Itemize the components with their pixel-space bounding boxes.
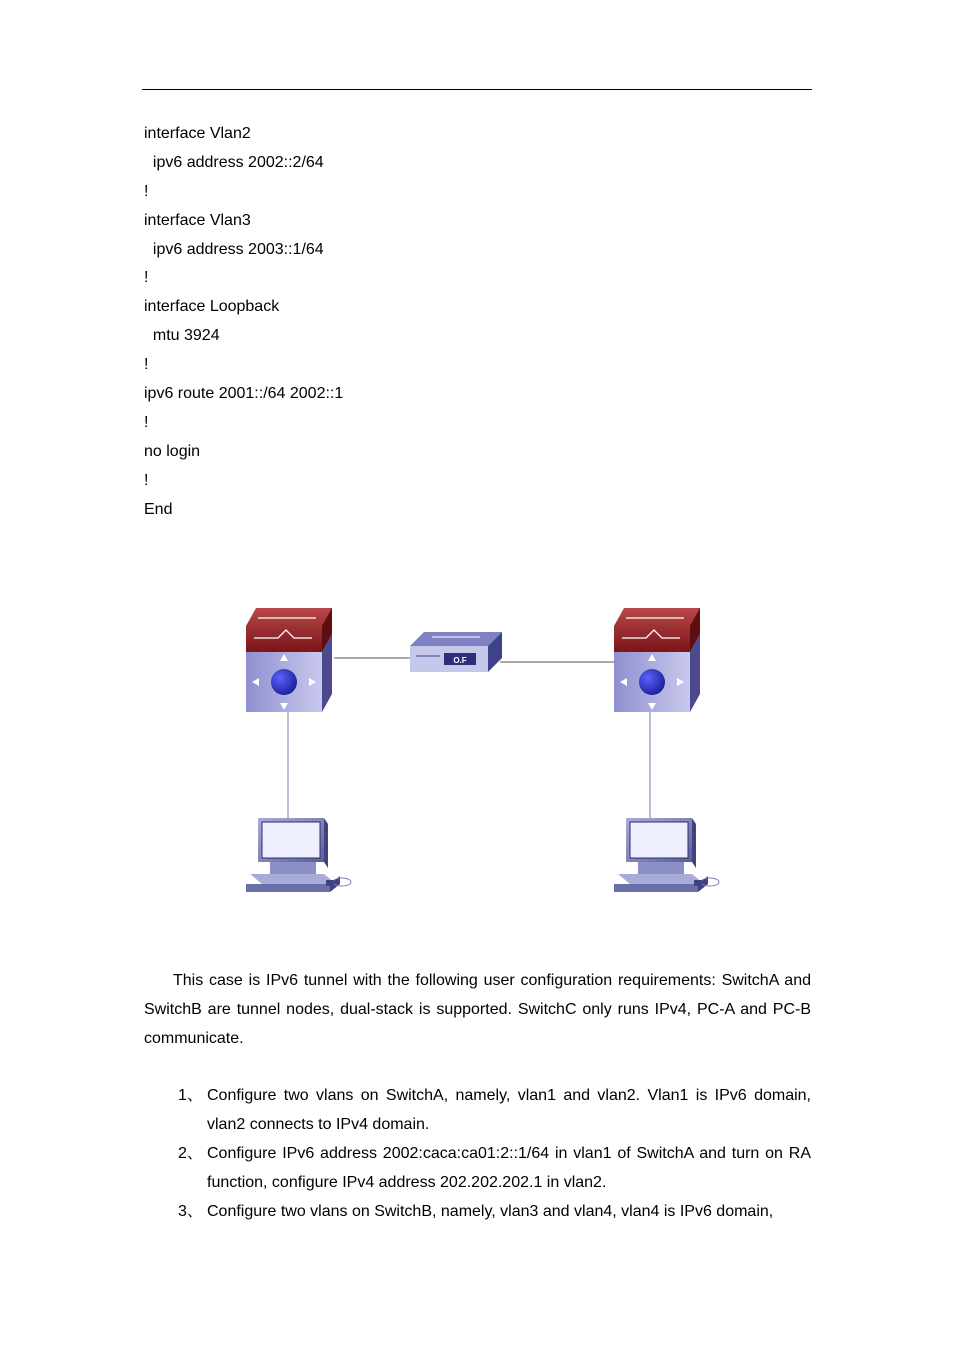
code-line: End xyxy=(144,500,173,518)
pc-b-icon xyxy=(614,818,719,892)
description-paragraph: This case is IPv6 tunnel with the following user configuration requirements: SwitchA and SwitchB are tunnel nodes, dual-stack is supported. SwitchC only runs IPv4, PC-A and PC-B communicate. xyxy=(144,972,811,1047)
code-line: ! xyxy=(144,413,149,431)
step-number: 2、 xyxy=(178,1145,203,1162)
code-line: ! xyxy=(144,182,149,200)
code-line: ! xyxy=(144,356,149,374)
code-line: ipv6 address 2002::2/64 xyxy=(144,153,324,171)
step-number: 3、 xyxy=(178,1203,203,1220)
code-line: ! xyxy=(144,269,149,287)
step-item xyxy=(144,1081,811,1139)
code-line: interface Vlan2 xyxy=(144,125,251,142)
pc-a-icon xyxy=(246,818,351,892)
code-line: ipv6 address 2003::1/64 xyxy=(144,240,324,258)
step-text: Configure IPv6 address 2002:caca:ca01:2::1/64 in vlan1 of SwitchA and turn on RA function, configure IPv4 address 202.202.202.1 in vlan2. xyxy=(207,1145,811,1191)
switch-b-icon xyxy=(614,608,700,712)
code-line: interface Loopback xyxy=(144,298,280,316)
header-rule xyxy=(142,89,812,90)
step-item xyxy=(144,1197,811,1226)
switch-c-label: O.F xyxy=(453,656,467,665)
switch-a-icon xyxy=(246,608,332,712)
code-line: ! xyxy=(144,471,149,489)
network-topology-diagram xyxy=(230,596,730,906)
step-text: Configure two vlans on SwitchB, namely, vlan3 and vlan4, vlan4 is IPv6 domain, xyxy=(207,1203,774,1220)
step-item xyxy=(144,1139,811,1197)
config-code-block xyxy=(144,120,343,524)
code-line: interface Vlan3 xyxy=(144,211,251,229)
code-line: mtu 3924 xyxy=(144,327,220,345)
configuration-steps xyxy=(144,1081,811,1226)
step-text: Configure two vlans on SwitchA, namely, vlan1 and vlan2. Vlan1 is IPv6 domain, vlan2 connects to IPv4 domain. xyxy=(207,1087,811,1133)
code-line: ipv6 route 2001::/64 2002::1 xyxy=(144,385,344,403)
step-number: 1、 xyxy=(178,1087,203,1104)
code-line: no login xyxy=(144,442,201,460)
switch-c-icon xyxy=(410,632,502,672)
